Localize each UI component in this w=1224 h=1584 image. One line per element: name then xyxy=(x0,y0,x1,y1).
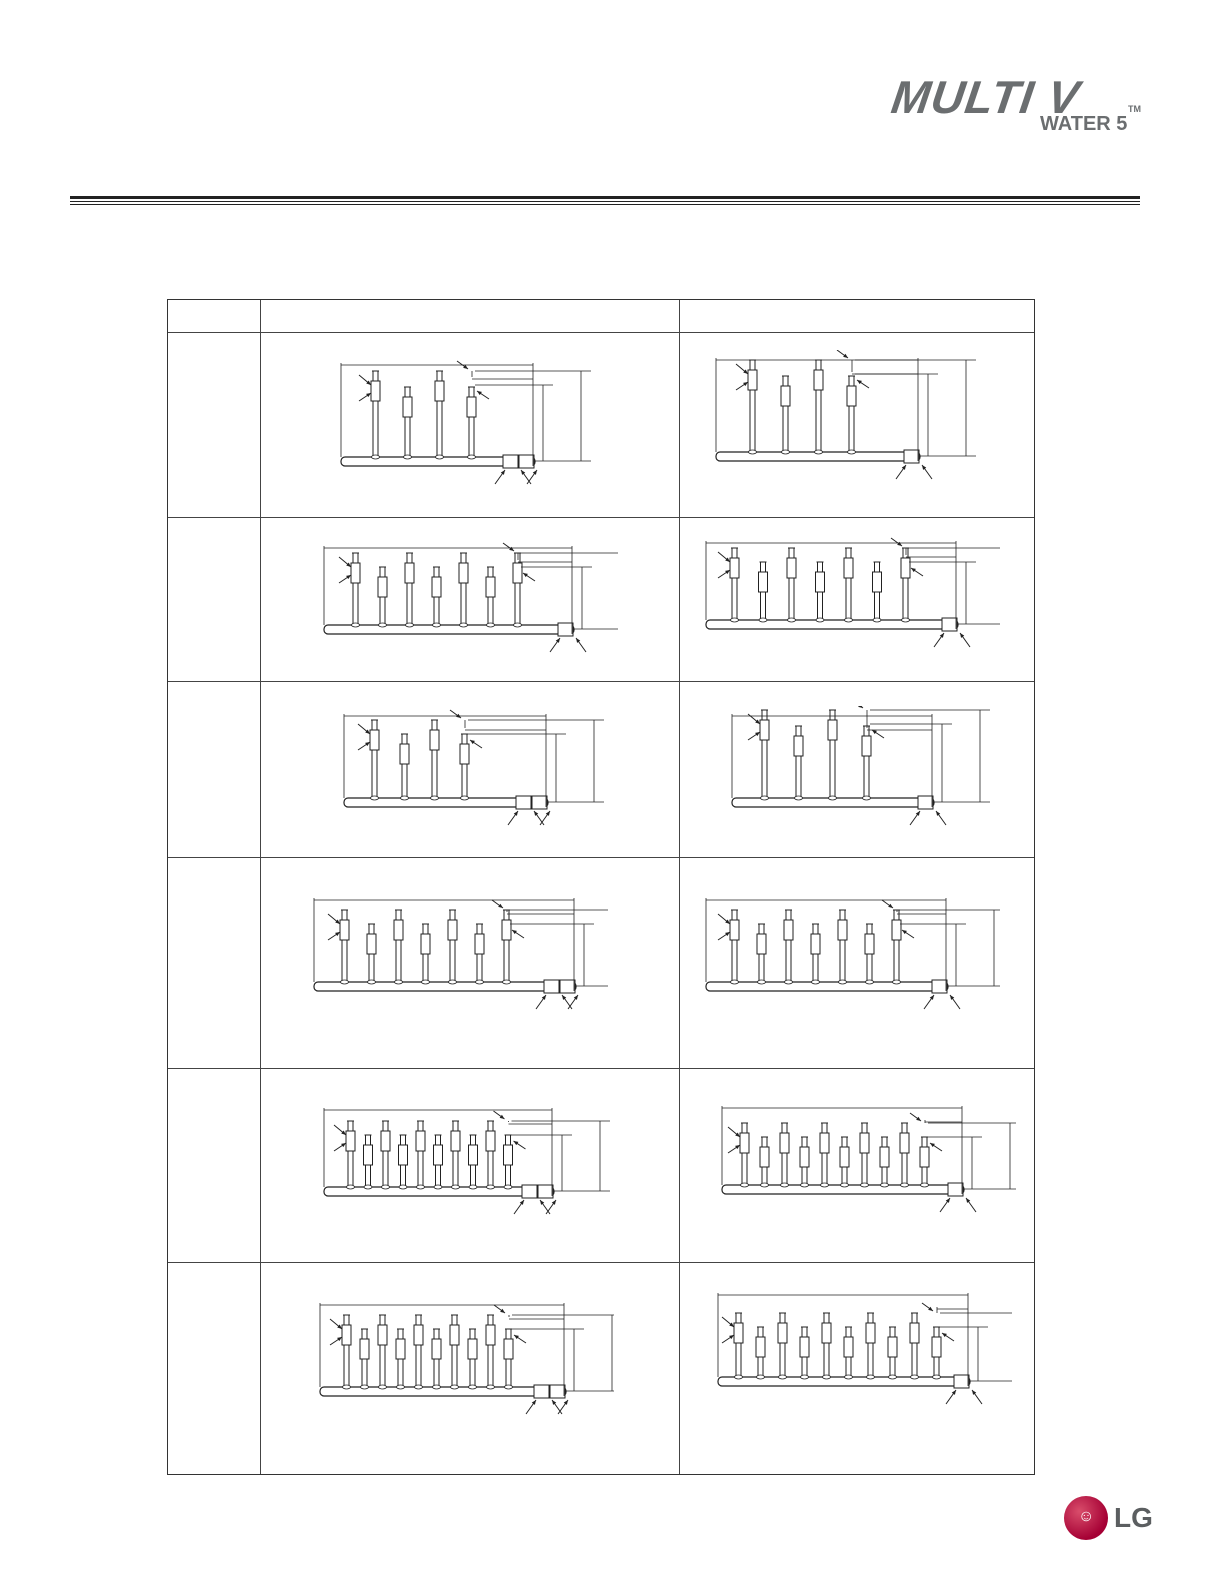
arrow-head xyxy=(966,1198,970,1203)
branch-reducer xyxy=(901,558,910,578)
branch-reducer xyxy=(504,1145,513,1165)
branch-joint xyxy=(795,796,803,800)
row-divider-header xyxy=(168,332,1034,333)
branch-joint xyxy=(749,450,757,454)
branch-reducer xyxy=(800,1337,809,1357)
arrow-head xyxy=(470,740,475,744)
reducer-fitting xyxy=(932,980,947,993)
branch-reducer xyxy=(486,577,495,597)
branch-reducer xyxy=(504,1339,513,1359)
branch-reducer xyxy=(435,381,444,401)
branch-reducer xyxy=(759,572,768,592)
arrow-head xyxy=(916,811,920,816)
header-diagram-row2-left xyxy=(318,538,618,663)
arrow-head xyxy=(498,904,503,908)
branch-joint xyxy=(848,450,856,454)
branch-joint xyxy=(395,980,403,984)
branch-reducer xyxy=(822,1323,831,1343)
arrow-head xyxy=(521,470,525,475)
arrow-head xyxy=(366,393,371,397)
branch-reducer xyxy=(740,1133,749,1153)
row-divider-4 xyxy=(168,1068,1034,1069)
arrow-head xyxy=(514,1335,519,1339)
header-diagram-svg xyxy=(335,355,635,495)
header-diagram-svg xyxy=(726,706,1026,836)
branch-reducer xyxy=(381,1131,390,1151)
branch-joint xyxy=(758,980,766,984)
header-diagram-row2-right xyxy=(700,533,1000,658)
reducer-fitting xyxy=(503,455,518,468)
branch-joint xyxy=(761,1183,769,1187)
branch-joint xyxy=(347,1185,355,1189)
branch-joint xyxy=(815,450,823,454)
header-diagram-row1-right xyxy=(710,350,1010,490)
header-diagram-svg xyxy=(318,1100,618,1225)
arrow-head xyxy=(523,573,528,577)
arrow-head xyxy=(556,638,560,643)
branch-reducer xyxy=(451,1131,460,1151)
arrow-head xyxy=(911,568,916,572)
branch-reducer xyxy=(405,563,414,583)
branch-reducer xyxy=(468,1339,477,1359)
branch-joint xyxy=(504,1185,512,1189)
branch-joint xyxy=(451,1385,459,1389)
branch-reducer xyxy=(860,1133,869,1153)
branch-reducer xyxy=(346,1131,355,1151)
branch-joint xyxy=(761,796,769,800)
header-diagram-row4-right xyxy=(700,890,1000,1020)
arrow-head xyxy=(509,547,514,551)
arrow-head xyxy=(514,811,518,816)
branch-reducer xyxy=(734,1323,743,1343)
branch-joint xyxy=(404,455,412,459)
main-pipe xyxy=(320,1387,566,1396)
branch-reducer xyxy=(760,720,769,740)
branch-joint xyxy=(823,1375,831,1379)
row-divider-5 xyxy=(168,1262,1034,1263)
branch-joint xyxy=(452,1185,460,1189)
header-diagram-svg xyxy=(308,890,608,1020)
main-pipe xyxy=(324,625,574,634)
branch-joint xyxy=(816,618,824,622)
branch-joint xyxy=(364,1185,372,1189)
branch-joint xyxy=(757,1375,765,1379)
main-pipe xyxy=(718,1377,970,1386)
branch-reducer xyxy=(394,920,403,940)
branch-joint xyxy=(514,623,522,627)
arrow-head xyxy=(928,1307,933,1311)
branch-joint xyxy=(901,1183,909,1187)
header-diagram-row1-left xyxy=(335,355,635,495)
main-pipe xyxy=(706,620,958,629)
arrow-head xyxy=(512,930,517,934)
header-diagram-row5-left xyxy=(318,1100,618,1225)
column-divider-1 xyxy=(260,300,261,1474)
branch-joint xyxy=(460,623,468,627)
branch-reducer xyxy=(460,744,469,764)
header-diagram-svg xyxy=(700,890,1000,1020)
lg-face-glyph: ☺ xyxy=(1078,1508,1095,1525)
branch-reducer xyxy=(888,1337,897,1357)
branch-joint xyxy=(399,1185,407,1189)
arrow-head xyxy=(341,1143,346,1147)
branch-joint xyxy=(731,618,739,622)
arrow-head xyxy=(897,542,902,546)
branch-joint xyxy=(781,1183,789,1187)
reducer-fitting xyxy=(532,796,547,809)
branch-reducer xyxy=(800,1147,809,1167)
header-rule-thin xyxy=(70,201,1140,202)
arrow-head xyxy=(946,1198,950,1203)
branch-joint xyxy=(845,1375,853,1379)
branch-reducer xyxy=(866,1323,875,1343)
logo-trademark: TM xyxy=(1128,104,1141,114)
branch-joint xyxy=(371,796,379,800)
arrow-head xyxy=(500,1115,505,1119)
header-diagram-svg xyxy=(716,1098,1016,1223)
branch-reducer xyxy=(403,397,412,417)
branch-joint xyxy=(731,980,739,984)
arrow-head xyxy=(952,1390,956,1395)
branch-reducer xyxy=(469,1145,478,1165)
branch-joint xyxy=(487,1185,495,1189)
branch-joint xyxy=(845,618,853,622)
arrow-head xyxy=(735,1145,740,1149)
branch-joint xyxy=(829,796,837,800)
reducer-fitting xyxy=(516,796,531,809)
header-diagram-svg xyxy=(712,1285,1012,1415)
reducer-fitting xyxy=(560,980,575,993)
header-rule-thick xyxy=(70,196,1140,199)
branch-reducer xyxy=(434,1145,443,1165)
row-divider-1 xyxy=(168,517,1034,518)
branch-joint xyxy=(433,623,441,627)
header-rule-thin-2 xyxy=(70,204,1140,205)
arrow-head xyxy=(972,1390,976,1395)
arrow-head xyxy=(546,811,550,816)
branch-joint xyxy=(487,1385,495,1389)
branch-reducer xyxy=(844,1337,853,1357)
branch-reducer xyxy=(900,1133,909,1153)
arrow-head xyxy=(743,382,748,386)
lg-logo xyxy=(1062,1494,1152,1544)
branch-reducer xyxy=(367,934,376,954)
branch-joint xyxy=(801,1183,809,1187)
branch-joint xyxy=(487,623,495,627)
branch-reducer xyxy=(432,577,441,597)
branch-reducer xyxy=(816,572,825,592)
arrow-head xyxy=(843,354,848,358)
branch-joint xyxy=(779,1375,787,1379)
branch-joint xyxy=(343,1385,351,1389)
branch-joint xyxy=(401,796,409,800)
branch-joint xyxy=(881,1183,889,1187)
header-diagram-row6-right xyxy=(712,1285,1012,1415)
reducer-fitting xyxy=(534,1385,549,1398)
arrow-head xyxy=(574,995,578,1000)
arrow-head xyxy=(532,1400,536,1405)
branch-reducer xyxy=(865,934,874,954)
branch-reducer xyxy=(450,1325,459,1345)
branch-reducer xyxy=(400,744,409,764)
branch-reducer xyxy=(396,1339,405,1359)
branch-reducer xyxy=(467,397,476,417)
arrow-head xyxy=(936,811,940,816)
logo-sub-text: WATER 5 xyxy=(1040,113,1128,135)
arrow-head xyxy=(540,1200,544,1205)
branch-joint xyxy=(863,796,871,800)
header-diagram-svg xyxy=(700,533,1000,658)
arrow-head xyxy=(858,706,863,708)
branch-reducer xyxy=(847,386,856,406)
branch-joint xyxy=(785,980,793,984)
branch-joint xyxy=(449,980,457,984)
branch-reducer xyxy=(378,1325,387,1345)
arrow-head xyxy=(335,932,340,936)
main-pipe xyxy=(314,982,576,991)
arrow-head xyxy=(930,995,934,1000)
branch-joint xyxy=(866,980,874,984)
branch-joint xyxy=(469,1385,477,1389)
branch-joint xyxy=(503,980,511,984)
branch-joint xyxy=(801,1375,809,1379)
branch-reducer xyxy=(814,370,823,390)
arrow-head xyxy=(501,470,505,475)
branch-reducer xyxy=(421,934,430,954)
branch-reducer xyxy=(371,381,380,401)
branch-reducer xyxy=(811,934,820,954)
branch-reducer xyxy=(730,558,739,578)
arrow-head xyxy=(477,391,482,395)
branch-reducer xyxy=(432,1339,441,1359)
branch-reducer xyxy=(780,1133,789,1153)
branch-reducer xyxy=(838,920,847,940)
branch-joint xyxy=(911,1375,919,1379)
branch-reducer xyxy=(340,920,349,940)
arrow-head xyxy=(346,575,351,579)
branch-reducer xyxy=(757,934,766,954)
arrow-head xyxy=(576,638,580,643)
reducer-fitting xyxy=(519,455,534,468)
branch-reducer xyxy=(820,1133,829,1153)
branch-reducer xyxy=(778,1323,787,1343)
reducer-fitting xyxy=(522,1185,537,1198)
header-diagram-row3-right xyxy=(726,706,1026,836)
branch-reducer xyxy=(399,1145,408,1165)
arrow-head xyxy=(533,470,537,475)
branch-joint xyxy=(406,623,414,627)
reducer-fitting xyxy=(904,450,919,463)
branch-joint xyxy=(352,623,360,627)
branch-joint xyxy=(468,455,476,459)
branch-joint xyxy=(505,1385,513,1389)
branch-joint xyxy=(476,980,484,984)
branch-reducer xyxy=(760,1147,769,1167)
header-diagram-svg xyxy=(338,706,638,836)
arrow-head xyxy=(940,633,944,638)
reducer-fitting xyxy=(558,623,573,636)
branch-joint xyxy=(368,980,376,984)
arrow-head xyxy=(552,1400,556,1405)
arrow-head xyxy=(542,995,546,1000)
branch-joint xyxy=(788,618,796,622)
branch-reducer xyxy=(920,1147,929,1167)
header-diagram-svg xyxy=(318,538,618,663)
branch-joint xyxy=(839,980,847,984)
branch-reducer xyxy=(416,1131,425,1151)
branch-reducer xyxy=(840,1147,849,1167)
branch-reducer xyxy=(748,370,757,390)
branch-joint xyxy=(735,1375,743,1379)
branch-joint xyxy=(812,980,820,984)
arrow-head xyxy=(755,732,760,736)
branch-reducer xyxy=(844,558,853,578)
reducer-fitting xyxy=(954,1375,969,1388)
branch-reducer xyxy=(486,1325,495,1345)
branch-joint xyxy=(741,1183,749,1187)
main-pipe xyxy=(706,982,948,991)
branch-joint xyxy=(415,1385,423,1389)
branch-reducer xyxy=(378,577,387,597)
branch-reducer xyxy=(784,920,793,940)
branch-joint xyxy=(902,618,910,622)
branch-joint xyxy=(867,1375,875,1379)
reducer-fitting xyxy=(918,796,933,809)
branch-joint xyxy=(382,1185,390,1189)
arrow-head xyxy=(942,1333,947,1337)
branch-reducer xyxy=(892,920,901,940)
arrow-head xyxy=(960,633,964,638)
branch-reducer xyxy=(880,1147,889,1167)
branch-joint xyxy=(933,1375,941,1379)
branch-reducer xyxy=(414,1325,423,1345)
reducer-fitting xyxy=(538,1185,553,1198)
arrow-head xyxy=(562,995,566,1000)
branch-joint xyxy=(889,1375,897,1379)
arrow-head xyxy=(514,1141,519,1145)
branch-joint xyxy=(821,1183,829,1187)
arrow-head xyxy=(922,465,926,470)
branch-joint xyxy=(341,980,349,984)
arrow-head xyxy=(902,465,906,470)
arrow-head xyxy=(930,1143,935,1147)
branch-joint xyxy=(372,455,380,459)
arrow-head xyxy=(916,1117,921,1121)
arrow-head xyxy=(337,1337,342,1341)
arrow-head xyxy=(872,730,877,734)
branch-joint xyxy=(433,1385,441,1389)
branch-joint xyxy=(379,1385,387,1389)
branch-reducer xyxy=(342,1325,351,1345)
arrow-head xyxy=(534,811,538,816)
branch-joint xyxy=(841,1183,849,1187)
arrow-head xyxy=(902,930,907,934)
branch-reducer xyxy=(370,730,379,750)
row-divider-3 xyxy=(168,857,1034,858)
branch-joint xyxy=(434,1185,442,1189)
arrow-head xyxy=(365,742,370,746)
arrow-head xyxy=(552,1200,556,1205)
branch-reducer xyxy=(828,720,837,740)
branch-reducer xyxy=(364,1145,373,1165)
branch-reducer xyxy=(430,730,439,750)
branch-reducer xyxy=(910,1323,919,1343)
reducer-fitting xyxy=(550,1385,565,1398)
header-diagram-row4-left xyxy=(308,890,608,1020)
lg-brand-text: LG xyxy=(1114,1502,1153,1533)
branch-joint xyxy=(436,455,444,459)
arrow-head xyxy=(857,380,862,384)
branch-reducer xyxy=(360,1339,369,1359)
arrow-head xyxy=(729,1335,734,1339)
branch-joint xyxy=(461,796,469,800)
branch-reducer xyxy=(730,920,739,940)
branch-joint xyxy=(422,980,430,984)
row-divider-2 xyxy=(168,681,1034,682)
arrow-head xyxy=(520,1200,524,1205)
header-diagram-row6-left xyxy=(314,1295,614,1425)
branch-joint xyxy=(861,1183,869,1187)
header-diagram-svg xyxy=(710,350,1010,490)
header-diagram-row5-right xyxy=(716,1098,1016,1223)
header-diagram-svg xyxy=(314,1295,614,1425)
reducer-fitting xyxy=(942,618,957,631)
reducer-fitting xyxy=(544,980,559,993)
branch-reducer xyxy=(351,563,360,583)
arrow-head xyxy=(725,932,730,936)
branch-reducer xyxy=(513,563,522,583)
column-divider-2 xyxy=(679,300,680,1474)
branch-reducer xyxy=(794,736,803,756)
branch-reducer xyxy=(475,934,484,954)
branch-reducer xyxy=(459,563,468,583)
branch-joint xyxy=(379,623,387,627)
arrow-head xyxy=(725,570,730,574)
branch-reducer xyxy=(756,1337,765,1357)
branch-joint xyxy=(417,1185,425,1189)
branch-reducer xyxy=(781,386,790,406)
branch-reducer xyxy=(502,920,511,940)
branch-reducer xyxy=(862,736,871,756)
header-diagram-row3-left xyxy=(338,706,638,836)
branch-reducer xyxy=(787,558,796,578)
branch-joint xyxy=(759,618,767,622)
reducer-fitting xyxy=(948,1183,963,1196)
arrow-head xyxy=(500,1309,505,1313)
branch-joint xyxy=(893,980,901,984)
branch-joint xyxy=(397,1385,405,1389)
arrow-head xyxy=(888,904,893,908)
multi-v-water5-logo xyxy=(880,70,1150,140)
branch-joint xyxy=(469,1185,477,1189)
branch-reducer xyxy=(873,572,882,592)
branch-reducer xyxy=(486,1131,495,1151)
arrow-head xyxy=(950,995,954,1000)
branch-joint xyxy=(782,450,790,454)
branch-joint xyxy=(873,618,881,622)
arrow-head xyxy=(564,1400,568,1405)
branch-reducer xyxy=(932,1337,941,1357)
logo-main-text: MULTI V xyxy=(888,71,1084,123)
branch-joint xyxy=(921,1183,929,1187)
branch-joint xyxy=(431,796,439,800)
branch-joint xyxy=(361,1385,369,1389)
branch-reducer xyxy=(448,920,457,940)
lg-face-icon xyxy=(1064,1496,1108,1540)
